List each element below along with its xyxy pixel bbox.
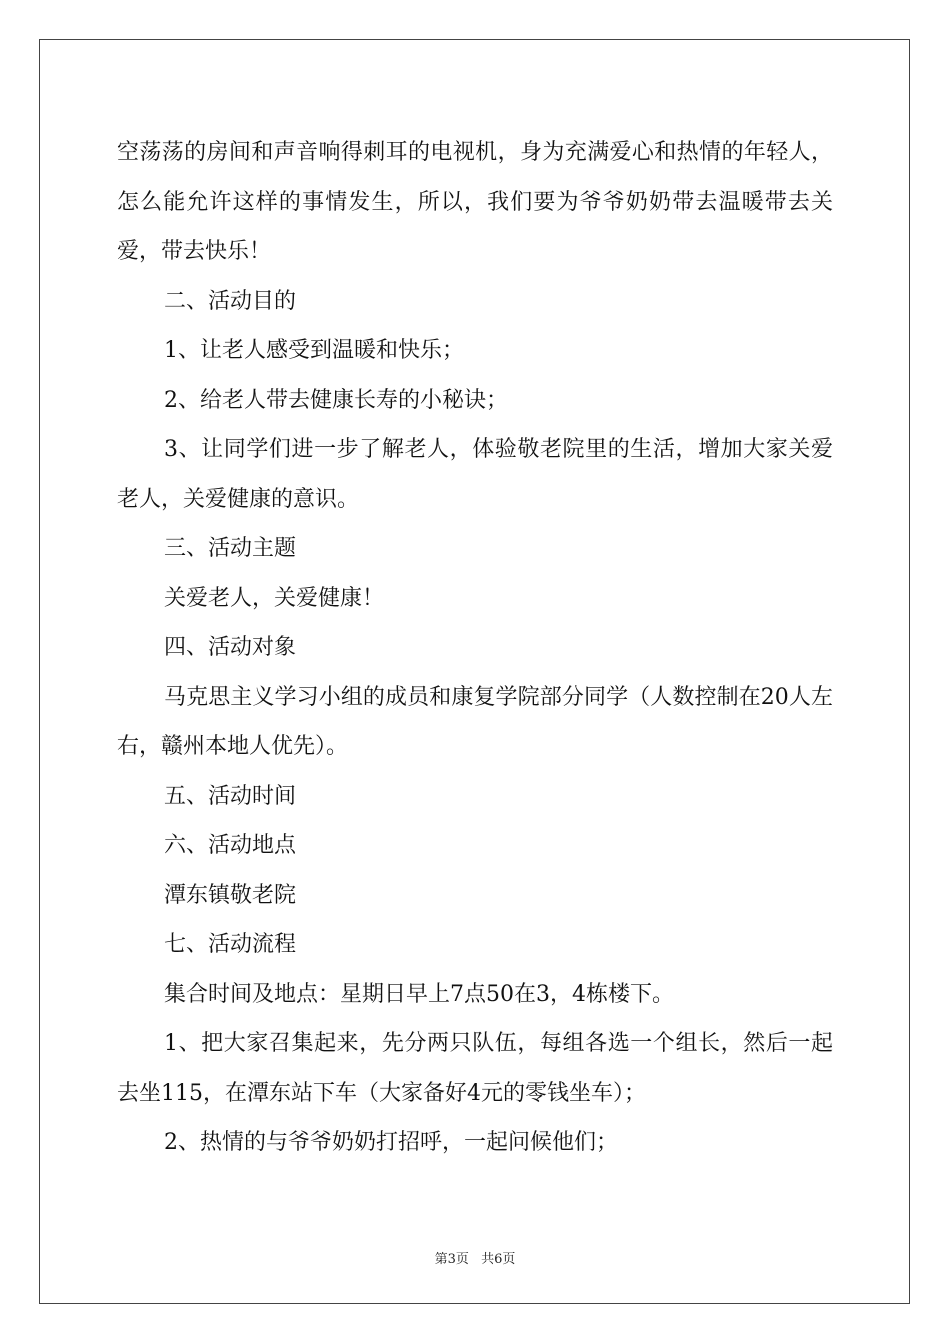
section-heading: 七、活动流程 xyxy=(164,932,297,957)
list-item: 3、让同学们进一步了解老人，体验敬老院里的生活，增加大家关爱老人，关爱健康的意识。 xyxy=(117,437,833,512)
paragraph: 集合时间及地点：星期日早上7点50在3，4栋楼下。 xyxy=(164,981,674,1007)
section-heading: 五、活动时间 xyxy=(164,783,297,809)
paragraph: 马克思主义学习小组的成员和康复学院部分同学（人数控制在20人左右，赣州本地人优先）。 xyxy=(117,684,833,759)
paragraph: 空荡荡的房间和声音响得刺耳的电视机，身为充满爱心和热情的年轻人，怎么能允许这样的事情发生，所以，我们要为爷爷奶奶带去温暖带去关爱，带去快乐！ xyxy=(117,140,833,264)
list-item: 2、热情的与爷爷奶奶打招呼，一起问候他们； xyxy=(164,1130,618,1155)
section-heading: 二、活动目的 xyxy=(164,288,297,314)
section-heading: 三、活动主题 xyxy=(164,536,297,561)
paragraph: 潭东镇敬老院 xyxy=(164,882,297,908)
section-heading: 四、活动对象 xyxy=(164,635,297,660)
page-footer xyxy=(0,1248,950,1267)
page-total: 共6页 xyxy=(481,1252,516,1267)
list-item: 1、让老人感受到温暖和快乐； xyxy=(164,338,464,363)
section-heading: 六、活动地点 xyxy=(164,833,297,858)
document-body xyxy=(117,128,833,1168)
page-number: 第3页 xyxy=(434,1252,469,1267)
list-item: 1、把大家召集起来，先分两只队伍，每组各选一个组长，然后一起去坐115，在潭东站下车（大家备好4元的零钱坐车）； xyxy=(117,1031,833,1106)
list-item: 2、给老人带去健康长寿的小秘诀； xyxy=(164,387,508,413)
paragraph: 关爱老人，关爱健康！ xyxy=(164,585,385,611)
